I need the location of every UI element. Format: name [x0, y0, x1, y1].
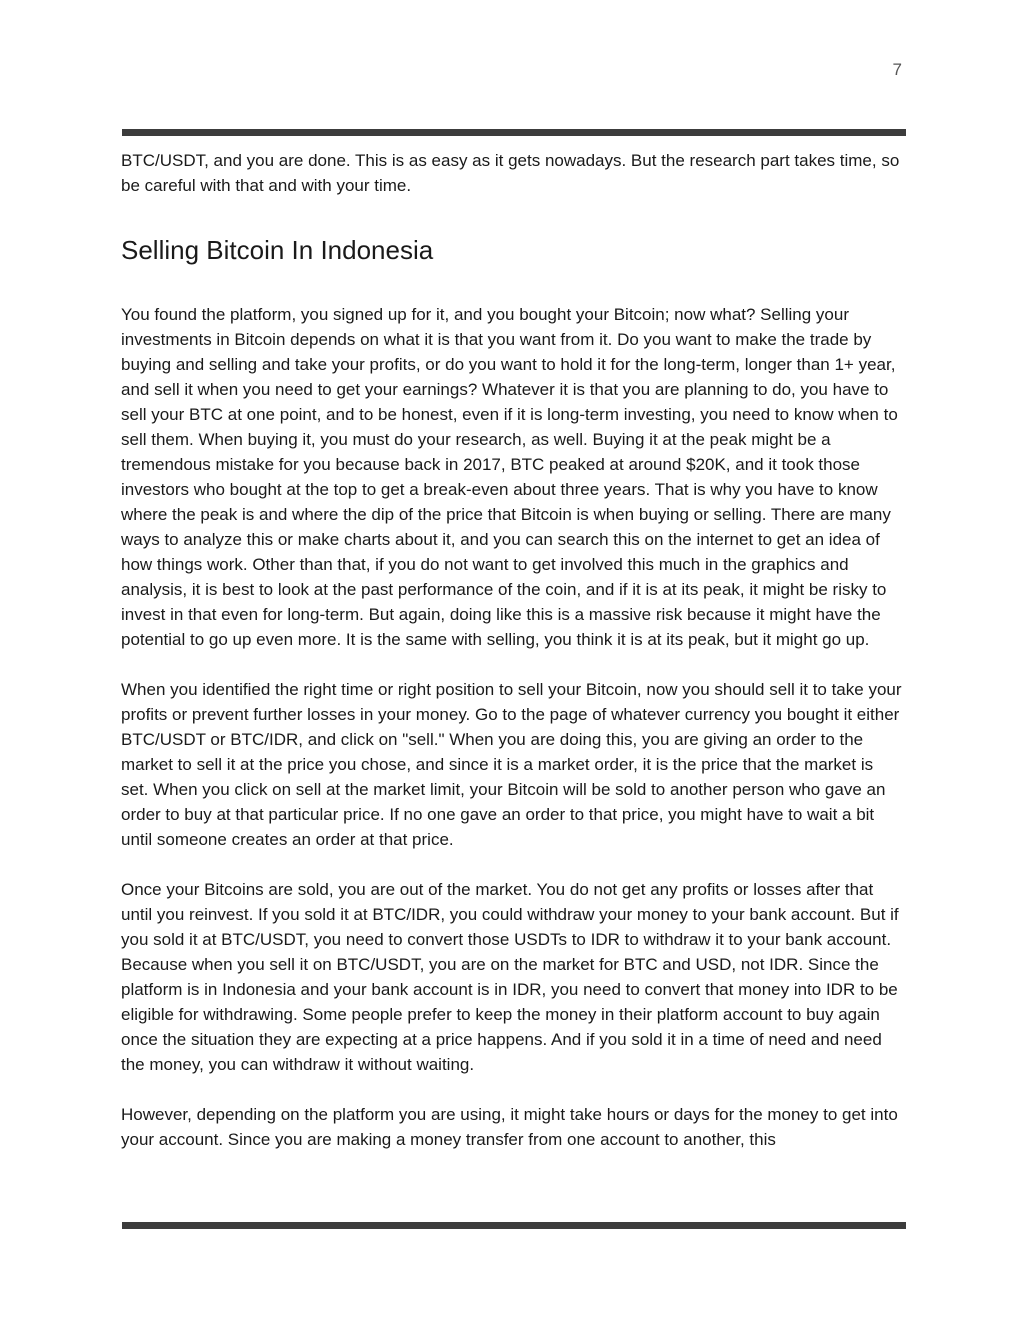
page-content	[121, 148, 905, 1152]
section-heading: Selling Bitcoin In Indonesia	[121, 235, 434, 265]
body-paragraph-3: Once your Bitcoins are sold, you are out of the market. You do not get any profits or losses after that until you reinvest. If you sold it at BTC/IDR, you could withdraw your money to your bank account. But if you sold it at BTC/USDT, you need to convert those USDTs to IDR to withdraw it to your bank account. Because when you sell it on BTC/USDT, you are on the market for BTC and USD, not IDR. Since the platform is in Indonesia and your bank account is in IDR, you need to convert that money into IDR to be eligible for withdrawing. Some people prefer to keep the money in their platform account to buy again once the situation they are expecting at a price happens. And if you sold it in a time of need and need the money, you can withdraw it without waiting.	[121, 880, 899, 1074]
body-paragraph-2: When you identified the right time or right position to sell your Bitcoin, now you should sell it to take your profits or prevent further losses in your money. Go to the page of whatever currency you bought it either BTC/USDT or BTC/IDR, and click on "sell." When you are doing this, you are giving an order to the market to sell it at the price you chose, and since it is a market order, it is the price that the market is set. When you click on sell at the market limit, your Bitcoin will be sold to another person who gave an order to buy at that particular price. If no one gave an order to that price, you might have to wait a bit until someone creates an order at that price.	[121, 680, 902, 849]
intro-paragraph: BTC/USDT, and you are done. This is as easy as it gets nowadays. But the research part takes time, so be careful with that and with your time.	[121, 151, 900, 195]
page-number: 7	[892, 60, 902, 79]
body-paragraph-1: You found the platform, you signed up for it, and you bought your Bitcoin; now what? Selling your investments in Bitcoin depends on what it is that you want from it. Do you want to make the trade by buying and selling and take your profits, or do you want to hold it for the long-term, longer than 1+ year, and sell it when you need to get your earnings? Whatever it is that you are planning to do, you have to sell your BTC at one point, and to be honest, even if it is long-term investing, you need to know when to sell them. When buying it, you must do your research, as well. Buying it at the peak might be a tremendous mistake for you because back in 2017, BTC peaked at around $20K, and it took those investors who bought at the top to get a break-even about three years. That is why you have to know where the peak is and where the dip of the price that Bitcoin is when buying or selling. There are many ways to analyze this or make charts about it, and you can search this on the internet to get an idea of how things work. Other than that, if you do not want to get involved this much in the graphics and analysis, it is best to look at the past performance of the coin, and if it is at its peak, it might be risky to invest in that even for long-term. But again, doing like this is a massive risk because it might have the potential to go up even more. It is the same with selling, you think it is at its peak, but it might go up.	[121, 305, 898, 649]
bottom-divider	[122, 1222, 906, 1229]
body-paragraph-4: However, depending on the platform you are using, it might take hours or days for the money to get into your account. Since you are making a money transfer from one account to another, this	[121, 1105, 898, 1149]
top-divider	[122, 129, 906, 136]
